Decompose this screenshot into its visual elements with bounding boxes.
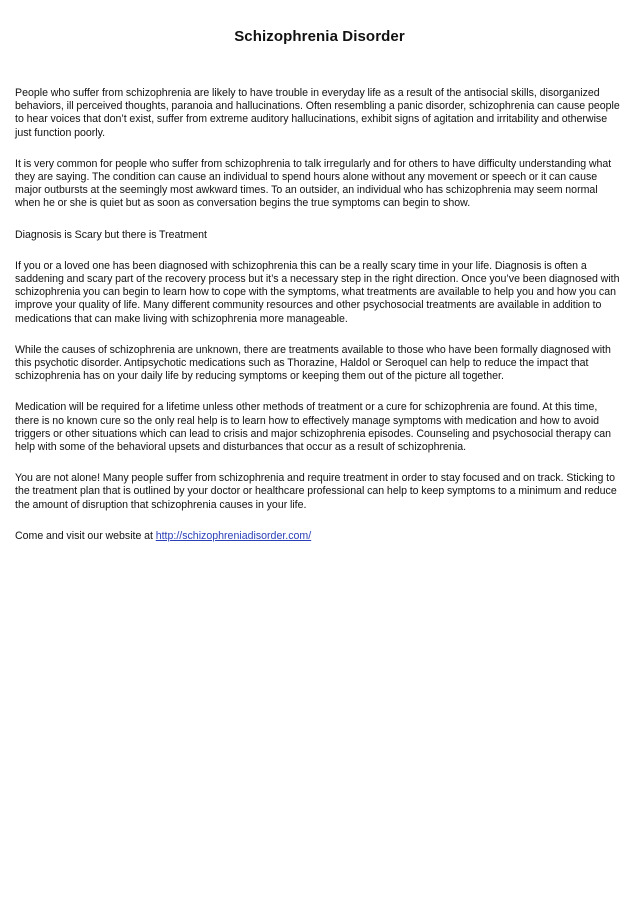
closing-paragraph — [15, 530, 624, 543]
paragraph-treatments: While the causes of schizophrenia are unknown, there are treatments available to those who have been formally diagnosed with this psychotic disorder. Antipsychotic medications such as Thorazine, Haldol or Seroquel can help to reduce the impact that schizophrenia has on your daily life by reducing symptoms or keeping them out of the picture all together. — [15, 343, 611, 383]
paragraph-medication: Medication will be required for a lifetime unless other methods of treatment or a cure for schizophrenia are found. At this time, there is no known cure so the only real help is to learn how to effectively manage symptoms with medication and how to avoid triggers or other situations which can lead to crisis and major schizophrenia episodes. Counseling and psychosocial therapy can help with some of the behavioral upsets and disturbances that occur as a result of schizophrenia. — [15, 401, 612, 454]
page-title: Schizophrenia Disorder — [234, 28, 405, 45]
paragraph-symptoms: It is very common for people who suffer from schizophrenia to talk irregularly and for others to have difficulty understanding what they are saying. The condition can cause an individual to spend hours alone without any movement or speech or it can cause major outbursts at the seemingly most awkward times. To an outsider, an individual who has schizophrenia may seem normal when he or she is quiet but as soon as conversation begins the true symptoms can begin to show. — [15, 157, 612, 210]
section-heading-diagnosis: Diagnosis is Scary but there is Treatment — [15, 228, 207, 241]
website-link[interactable]: http://schizophreniadisorder.com/ — [155, 529, 312, 542]
paragraph-not-alone: You are not alone! Many people suffer from schizophrenia and require treatment in order to stay focused and on track. Sticking to the treatment plan that is outlined by your doctor or healthcare professional can help to keep symptoms to a minimum and reduce the amount of disruption that schizophrenia causes in your life. — [15, 472, 617, 511]
paragraph-diagnosis: If you or a loved one has been diagnosed with schizophrenia this can be a really scary time in your life. Diagnosis is often a saddening and scary part of the recovery process but it’s a necessary step in the right direction. Once you’ve been diagnosed with schizophrenia you can begin to learn how to cope with the symptoms, what treatments are available to help you and how you can improve your quality of life. Many different community resources and other psychosocial treatments are available in addition to medications that can make living with schizophrenia more manageable. — [15, 259, 620, 325]
paragraph-intro: People who suffer from schizophrenia are likely to have trouble in everyday life as a result of the antisocial skills, disorganized behaviors, ill perceived thoughts, paranoia and hallucinations. Often resembling a panic disorder, schizophrenia can cause people to hear voices that don’t exist, suffer from extreme auditory hallucinations, exhibit signs of agitation and irritability and otherwise just function poorly. — [15, 87, 620, 139]
closing-text: Come and visit our website at — [15, 529, 156, 542]
